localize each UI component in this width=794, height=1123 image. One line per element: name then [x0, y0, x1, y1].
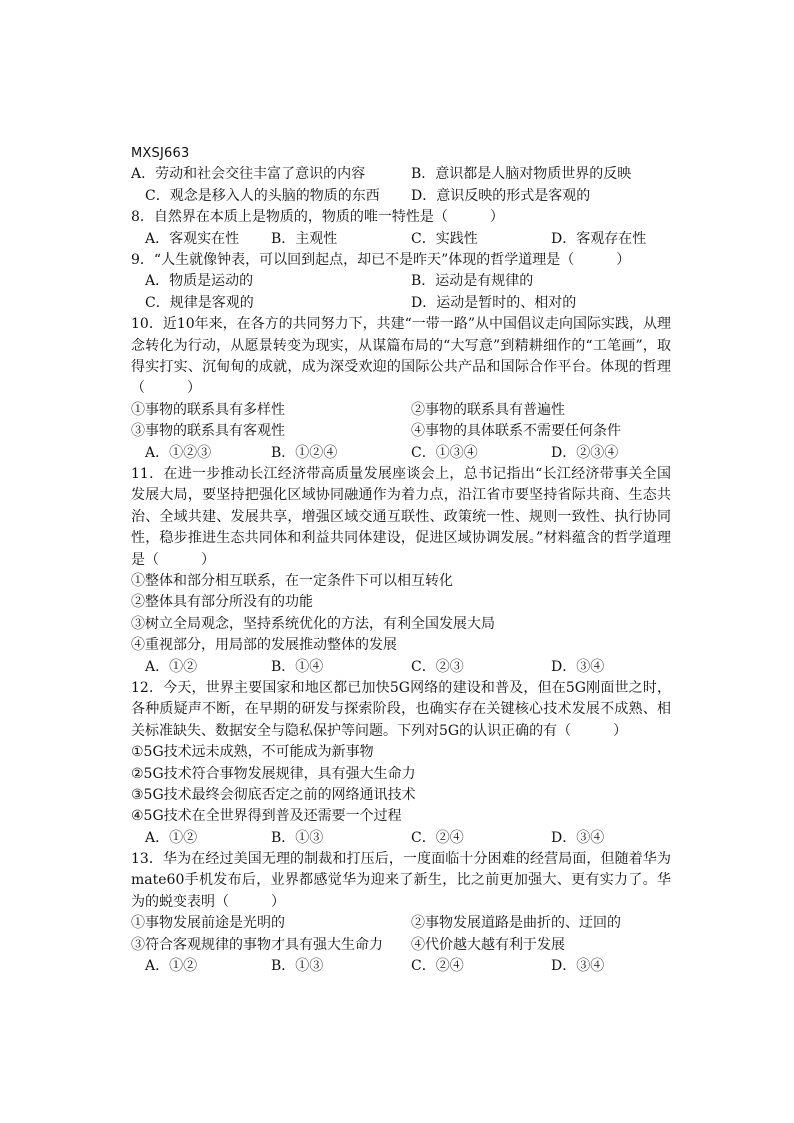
q13-statement-3: ③符合客观规律的事物才具有强大生命力 — [131, 936, 383, 953]
q13-stem: 13．华为在经过美国无理的制裁和打压后，一度面临十分困难的经营局面，但随着华为mate60手机发布后，业界都感觉华为迎来了新生，比之前更加强大、更有实力了。华为的蜕变表明（ ） — [131, 851, 671, 910]
q10-options — [131, 443, 671, 464]
q7-option-d: D．意识反映的形式是客观的 — [411, 187, 591, 204]
q13-statement-1: ①事物发展前途是光明的 — [131, 915, 285, 932]
q10-statement-4: ④事物的具体联系不需要任何条件 — [411, 423, 621, 440]
q13-statement-4: ④代价越大越有利于发展 — [411, 936, 565, 953]
q7-option-c: C．观念是移入人的头脑的物质的东西 — [145, 187, 380, 204]
q8-option-a: A．客观实在性 — [145, 230, 240, 247]
q9-option-d: D．运动是暂时的、相对的 — [411, 294, 577, 311]
q13-option-a: A．①② — [145, 958, 198, 975]
q10-option-c: C．①③④ — [411, 444, 478, 461]
q11-option-d: D．③④ — [551, 658, 605, 675]
q13-option-d: D．③④ — [551, 958, 605, 975]
q11-option-b: B．①④ — [271, 658, 324, 675]
q9-option-a: A．物质是运动的 — [145, 273, 254, 290]
document-code: MXSJ663 — [131, 146, 190, 161]
q10-option-d: D．②③④ — [551, 444, 619, 461]
q10-option-a: A．①②③ — [145, 444, 212, 461]
q11-stem: 11．在进一步推动长江经济带高质量发展座谈会上，总书记指出“长江经济带事关全国发展大局，要坚持把强化区域协同融通作为着力点，沿江省市要坚持省际共商、生态共治、全域共建、发展共享，增强区域交通互联性、政策统一性、规则一致性、执行协同性，稳步推进生态共同体和利益共同体建设，促进区域协调发展。”材料蕴含的哲学道理是（ ） — [131, 465, 671, 568]
q12-option-c: C．②④ — [411, 829, 464, 846]
q11-statement-1: ①整体和部分相互联系，在一定条件下可以相互转化 — [131, 572, 453, 589]
exam-page — [131, 143, 671, 977]
q10-statements-row-2 — [131, 421, 671, 442]
q12-option-d: D．③④ — [551, 829, 605, 846]
q10-statement-3: ③事物的联系具有客观性 — [131, 423, 285, 440]
q11-option-a: A．①② — [145, 658, 198, 675]
q9-options-row-2 — [131, 293, 671, 314]
q11-option-c: C．②③ — [411, 658, 464, 675]
q13-options — [131, 956, 671, 977]
q12-stem: 12．今天，世界主要国家和地区都已加快5G网络的建设和普及，但在5G刚面世之时，各种质疑声不断，在早期的研发与探索阶段，也确实存在关键核心技术发展不成熟、相关标准缺失、数据安全与隐私保护等问题。下列对5G的认识正确的有（ ） — [131, 679, 671, 739]
q7-options-row-2 — [131, 186, 671, 207]
q13-statements-row-2 — [131, 935, 671, 956]
q7-option-b: B．意识都是人脑对物质世界的反映 — [411, 166, 632, 183]
q11-options — [131, 657, 671, 678]
q7-options-row-1 — [131, 164, 671, 185]
q12-statement-4: ④5G技术在全世界得到普及还需要一个过程 — [131, 808, 402, 825]
q9-option-b: B．运动是有规律的 — [411, 273, 534, 290]
q11-statement-2: ②整体具有部分所没有的功能 — [131, 594, 313, 611]
q12-statement-3: ③5G技术最终会彻底否定之前的网络通讯技术 — [131, 786, 416, 803]
q11-statement-3: ③树立全局观念，坚持系统优化的方法，有利全国发展大局 — [131, 615, 495, 632]
q10-statement-2: ②事物的联系具有普遍性 — [411, 401, 565, 418]
q12-option-b: B．①③ — [271, 829, 324, 846]
q9-stem: 9．“人生就像钟表，可以回到起点，却已不是昨天”体现的哲学道理是（ ） — [131, 251, 631, 268]
q13-statement-2: ②事物发展道路是曲折的、迂回的 — [411, 915, 621, 932]
q11-statement-4: ④重视部分，用局部的发展推动整体的发展 — [131, 637, 397, 654]
q12-statement-2: ②5G技术符合事物发展规律，具有强大生命力 — [131, 765, 416, 782]
q8-option-b: B．主观性 — [271, 230, 338, 247]
q8-stem: 8．自然界在本质上是物质的，物质的唯一特性是（ ） — [131, 209, 504, 226]
q12-options — [131, 828, 671, 849]
q7-option-a: A．劳动和社会交往丰富了意识的内容 — [131, 166, 366, 183]
q10-stem: 10．近10年来，在各方的共同努力下，共建“一带一路”从中国倡议走向国际实践，从理念转化为行动，从愿景转变为现实，从谋篇布局的“大写意”到精耕细作的“工笔画”，取得实打实、沉甸甸的成就，成为深受欢迎的国际公共产品和国际合作平台。体现的哲理（ ） — [131, 316, 671, 397]
q13-statements-row-1 — [131, 913, 671, 934]
q13-option-b: B．①③ — [271, 958, 324, 975]
q10-option-b: B．①②④ — [271, 444, 338, 461]
q13-option-c: C．②④ — [411, 958, 464, 975]
q9-options-row-1 — [131, 271, 671, 292]
q8-option-d: D．客观存在性 — [551, 230, 647, 247]
q8-option-c: C．实践性 — [411, 230, 478, 247]
q12-statement-1: ①5G技术远未成熟，不可能成为新事物 — [131, 744, 374, 761]
q9-option-c: C．规律是客观的 — [145, 294, 254, 311]
q12-option-a: A．①② — [145, 829, 198, 846]
q8-options — [131, 229, 671, 250]
q10-statements-row-1 — [131, 400, 671, 421]
q10-statement-1: ①事物的联系具有多样性 — [131, 401, 285, 418]
